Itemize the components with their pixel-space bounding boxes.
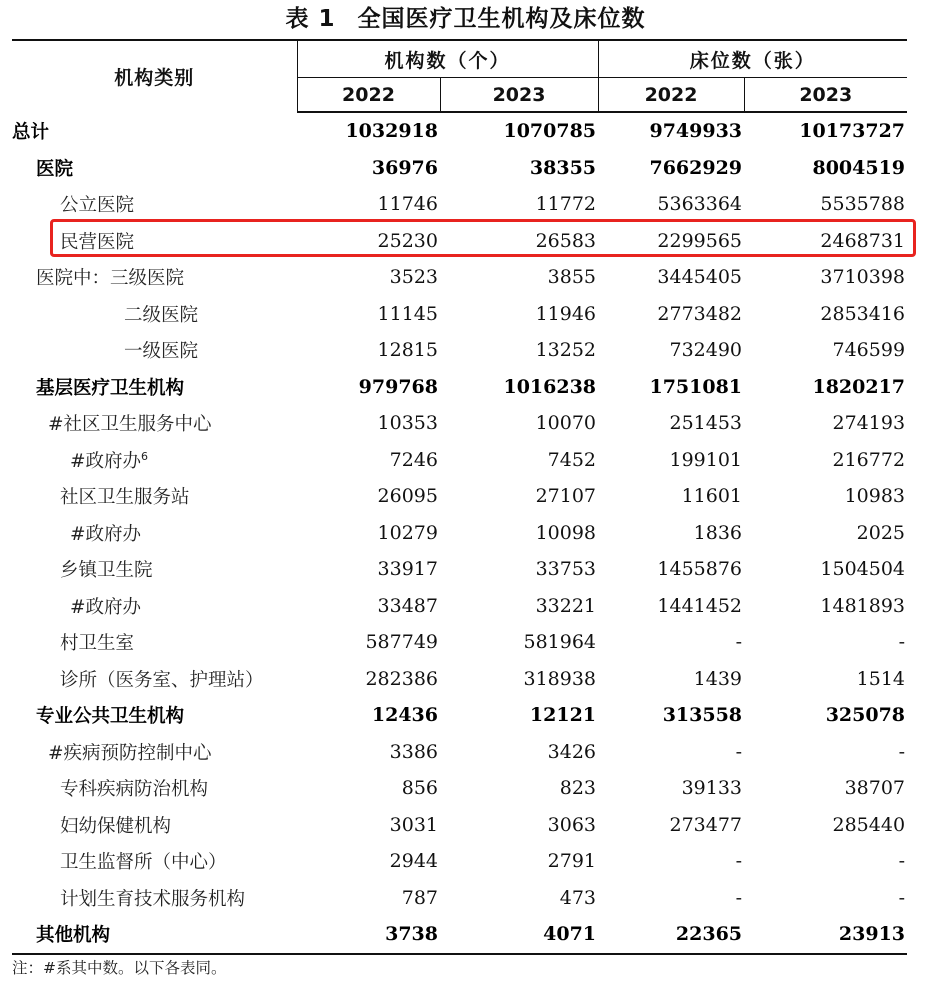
cell-value: 11601	[681, 485, 743, 508]
cell-value: 587749	[365, 631, 438, 654]
cell-value: 1820217	[812, 375, 906, 398]
cell-value: -	[735, 850, 743, 873]
cell-value: 473	[559, 886, 597, 909]
cell-value: 3738	[297, 916, 440, 954]
cell-value: 12436	[371, 704, 438, 727]
cell-value: 33753	[535, 558, 597, 581]
row-label: 专业公共卫生机构	[36, 706, 185, 728]
table-row	[12, 843, 907, 880]
cell-value: 38707	[844, 777, 906, 800]
data-table	[12, 39, 907, 955]
cell-value: 10279	[377, 521, 438, 544]
cell-value: 11772	[535, 193, 597, 216]
cell-value: 13252	[535, 339, 597, 362]
cell-value: 732490	[669, 339, 743, 362]
header-year: 2023	[744, 78, 907, 113]
cell-value: 33221	[535, 594, 597, 617]
row-label: 民营医院	[60, 231, 135, 253]
cell-value: 251453	[669, 412, 743, 435]
cell-value: 12121	[529, 704, 597, 727]
cell-value: 1016238	[503, 375, 597, 398]
table-row	[12, 916, 907, 954]
cell-value: 26095	[377, 485, 438, 508]
table-body	[12, 112, 907, 954]
cell-value: 10098	[535, 521, 597, 544]
row-label: 基层医疗卫生机构	[36, 377, 185, 399]
table-row	[12, 551, 907, 588]
cell-value: 856	[401, 777, 438, 800]
cell-value: 2468731	[820, 229, 906, 252]
row-label: 诊所（医务室、护理站）	[60, 669, 264, 691]
cell-value: 787	[401, 886, 438, 909]
row-label: #社区卫生服务中心	[48, 414, 212, 436]
cell-value: 581964	[523, 631, 597, 654]
cell-value: 2944	[389, 850, 438, 873]
cell-value: 979768	[358, 375, 438, 398]
cell-value: 3031	[389, 813, 438, 836]
row-label: 社区卫生服务站	[60, 487, 190, 509]
footnote-marker: 6	[141, 449, 149, 463]
row-label: 公立医院	[60, 195, 135, 217]
cell-value: 10983	[844, 485, 906, 508]
cell-value: 36976	[371, 156, 438, 179]
cell-value: 2791	[547, 850, 597, 873]
table-row	[12, 807, 907, 844]
row-label: 医院	[36, 158, 74, 180]
cell-value: 1504504	[820, 558, 906, 581]
table-title	[0, 2, 931, 36]
cell-value: -	[735, 631, 743, 654]
cell-value: -	[735, 740, 743, 763]
cell-value: 5535788	[820, 193, 906, 216]
table-row	[12, 515, 907, 552]
cell-value: 1439	[693, 667, 743, 690]
cell-value: 1441452	[657, 594, 743, 617]
row-label: 计划生育技术服务机构	[60, 888, 246, 910]
header-category: 机构类别	[12, 40, 297, 112]
cell-value: 25230	[377, 229, 438, 252]
cell-value: 33487	[377, 594, 438, 617]
row-label: 总计	[12, 121, 50, 143]
cell-value: 22365	[598, 916, 744, 954]
cell-value: 1070785	[503, 120, 597, 143]
cell-value: 33917	[377, 558, 438, 581]
cell-value: 11145	[377, 302, 438, 325]
cell-value: 8004519	[812, 156, 906, 179]
header-year: 2022	[598, 78, 744, 113]
cell-value: 2299565	[657, 229, 743, 252]
table-number: 表 1	[285, 6, 336, 32]
table-row	[12, 296, 907, 333]
cell-value: 285440	[832, 813, 906, 836]
cell-value: 282386	[365, 667, 438, 690]
row-label: 一级医院	[124, 341, 199, 363]
row-label: 其他机构	[12, 916, 297, 954]
footnote: 注：#系其中数。以下各表同。	[12, 959, 227, 977]
row-label: #政府办	[70, 596, 142, 618]
cell-value: -	[735, 886, 743, 909]
row-label: 妇幼保健机构	[60, 815, 172, 837]
table-row	[12, 369, 907, 406]
cell-value: 3063	[547, 813, 597, 836]
cell-value: 9749933	[649, 120, 743, 143]
cell-value: 1514	[856, 667, 906, 690]
cell-value: 27107	[535, 485, 597, 508]
row-label: 医院中：三级医院	[36, 268, 185, 290]
table-row	[12, 624, 907, 661]
cell-value: 313558	[662, 704, 743, 727]
cell-value: 1836	[693, 521, 743, 544]
table-row	[12, 150, 907, 187]
row-label: 村卫生室	[60, 633, 135, 655]
table-row	[12, 770, 907, 807]
cell-value: 7452	[547, 448, 597, 471]
table-row	[12, 661, 907, 698]
table-row	[12, 223, 907, 260]
table-row	[12, 880, 907, 917]
cell-value: 274193	[832, 412, 906, 435]
table-title-text: 全国医疗卫生机构及床位数	[357, 6, 646, 32]
header-year: 2022	[297, 78, 440, 113]
cell-value: 823	[559, 777, 597, 800]
row-label: 专科疾病防治机构	[60, 779, 209, 801]
cell-value: 746599	[832, 339, 906, 362]
table-row	[12, 405, 907, 442]
table-row	[12, 186, 907, 223]
cell-value: 11946	[535, 302, 597, 325]
table-row	[12, 259, 907, 296]
cell-value: 1751081	[649, 375, 743, 398]
cell-value: 2853416	[820, 302, 906, 325]
cell-value: 3855	[547, 266, 597, 289]
cell-value: -	[898, 740, 906, 763]
cell-value: 10173727	[799, 120, 906, 143]
table-row	[12, 697, 907, 734]
cell-value: 5363364	[657, 193, 743, 216]
row-label: 乡镇卫生院	[60, 560, 153, 582]
cell-value: -	[898, 850, 906, 873]
table-row	[12, 332, 907, 369]
cell-value: 3710398	[820, 266, 906, 289]
cell-value: 11746	[377, 193, 438, 216]
cell-value: 3523	[389, 266, 438, 289]
cell-value: -	[898, 886, 906, 909]
cell-value: 4071	[440, 916, 598, 954]
cell-value: 12815	[377, 339, 438, 362]
cell-value: 325078	[825, 704, 906, 727]
row-label: #政府办	[70, 523, 142, 545]
table-row	[12, 734, 907, 771]
row-label: #疾病预防控制中心	[48, 742, 212, 764]
cell-value: 39133	[681, 777, 743, 800]
cell-value: 26583	[535, 229, 597, 252]
cell-value: 10353	[377, 412, 438, 435]
header-year: 2023	[440, 78, 598, 113]
cell-value: 3426	[547, 740, 597, 763]
table-row	[12, 442, 907, 479]
cell-value: 2025	[856, 521, 906, 544]
cell-value: 10070	[535, 412, 597, 435]
cell-value: -	[898, 631, 906, 654]
cell-value: 318938	[523, 667, 597, 690]
table-row	[12, 112, 907, 150]
cell-value: 3445405	[657, 266, 743, 289]
cell-value: 2773482	[657, 302, 743, 325]
header-beds: 床位数（张）	[598, 40, 907, 78]
cell-value: 1032918	[345, 120, 438, 143]
cell-value: 7662929	[649, 156, 743, 179]
table-row	[12, 478, 907, 515]
cell-value: 1455876	[657, 558, 743, 581]
row-label: 卫生监督所（中心）	[60, 852, 227, 874]
cell-value: 273477	[669, 813, 743, 836]
cell-value: 38355	[529, 156, 597, 179]
table-row	[12, 588, 907, 625]
row-label-text: #政府办	[70, 450, 142, 472]
header-institutions: 机构数（个）	[297, 40, 598, 78]
cell-value: 23913	[744, 916, 907, 954]
cell-value: 199101	[669, 448, 743, 471]
cell-value: 3386	[389, 740, 438, 763]
row-label	[12, 442, 297, 479]
cell-value: 1481893	[820, 594, 906, 617]
row-label: 二级医院	[124, 304, 199, 326]
table-header	[12, 40, 907, 112]
cell-value: 7246	[389, 448, 438, 471]
cell-value: 216772	[832, 448, 906, 471]
